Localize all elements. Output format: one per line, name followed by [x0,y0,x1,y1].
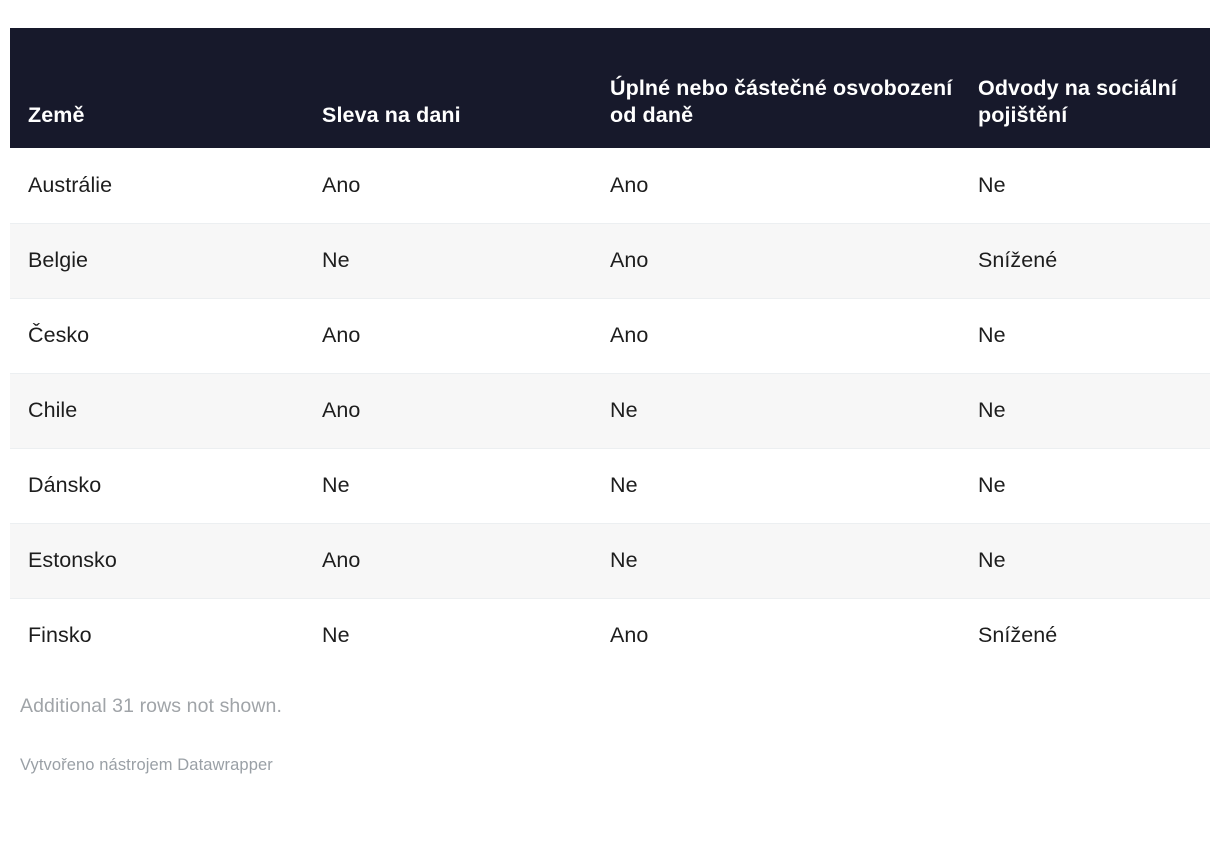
column-header-tax-credit[interactable]: Sleva na dani [322,103,461,128]
column-header-tax-exemption[interactable]: Úplné nebo částečné osvobození od daně [610,75,953,128]
cell-tax-credit: Ano [310,298,598,373]
column-header-social-contributions[interactable]: Odvody na sociální pojištění [978,75,1177,128]
cell-tax-exemption: Ano [598,148,966,223]
table-row [10,223,1210,298]
table-header [10,28,1210,148]
cell-social-contributions: Snížené [978,623,1058,648]
table-row [10,373,1210,448]
cell-tax-exemption: Ano [598,298,966,373]
table-row [10,523,1210,598]
table-body [10,148,1210,673]
cell-tax-credit: Ano [310,373,598,448]
cell-social-contributions: Ne [966,523,1210,598]
cell-tax-exemption: Ne [598,448,966,523]
cell-country: Belgie [10,223,310,298]
datawrapper-table-figure [0,28,1220,850]
cell-tax-credit: Ne [322,623,350,648]
table-row [10,448,1210,523]
cell-tax-credit: Ne [310,223,598,298]
column-header-country[interactable]: Země [28,103,85,128]
table-row [10,598,1210,673]
cell-country: Česko [10,298,310,373]
cell-social-contributions: Ne [966,373,1210,448]
datawrapper-credit[interactable]: Vytvořeno nástrojem Datawrapper [20,756,273,774]
cell-tax-exemption: Ano [598,223,966,298]
cell-tax-exemption: Ano [610,623,649,648]
cell-country: Estonsko [10,523,310,598]
cell-tax-credit: Ne [310,448,598,523]
cell-tax-credit: Ano [310,148,598,223]
cell-country: Finsko [28,623,92,648]
cell-tax-exemption: Ne [598,373,966,448]
cell-social-contributions: Snížené [966,223,1210,298]
cell-tax-exemption: Ne [598,523,966,598]
cell-country: Chile [10,373,310,448]
cell-country: Dánsko [10,448,310,523]
cell-country: Austrálie [10,148,310,223]
cell-social-contributions: Ne [966,148,1210,223]
hidden-rows-note: Additional 31 rows not shown. [20,695,282,717]
table-header-row [10,28,1210,148]
cell-social-contributions: Ne [966,448,1210,523]
cell-tax-credit: Ano [310,523,598,598]
data-table [10,28,1210,673]
table-row [10,148,1210,223]
table-row [10,298,1210,373]
cell-social-contributions: Ne [966,298,1210,373]
